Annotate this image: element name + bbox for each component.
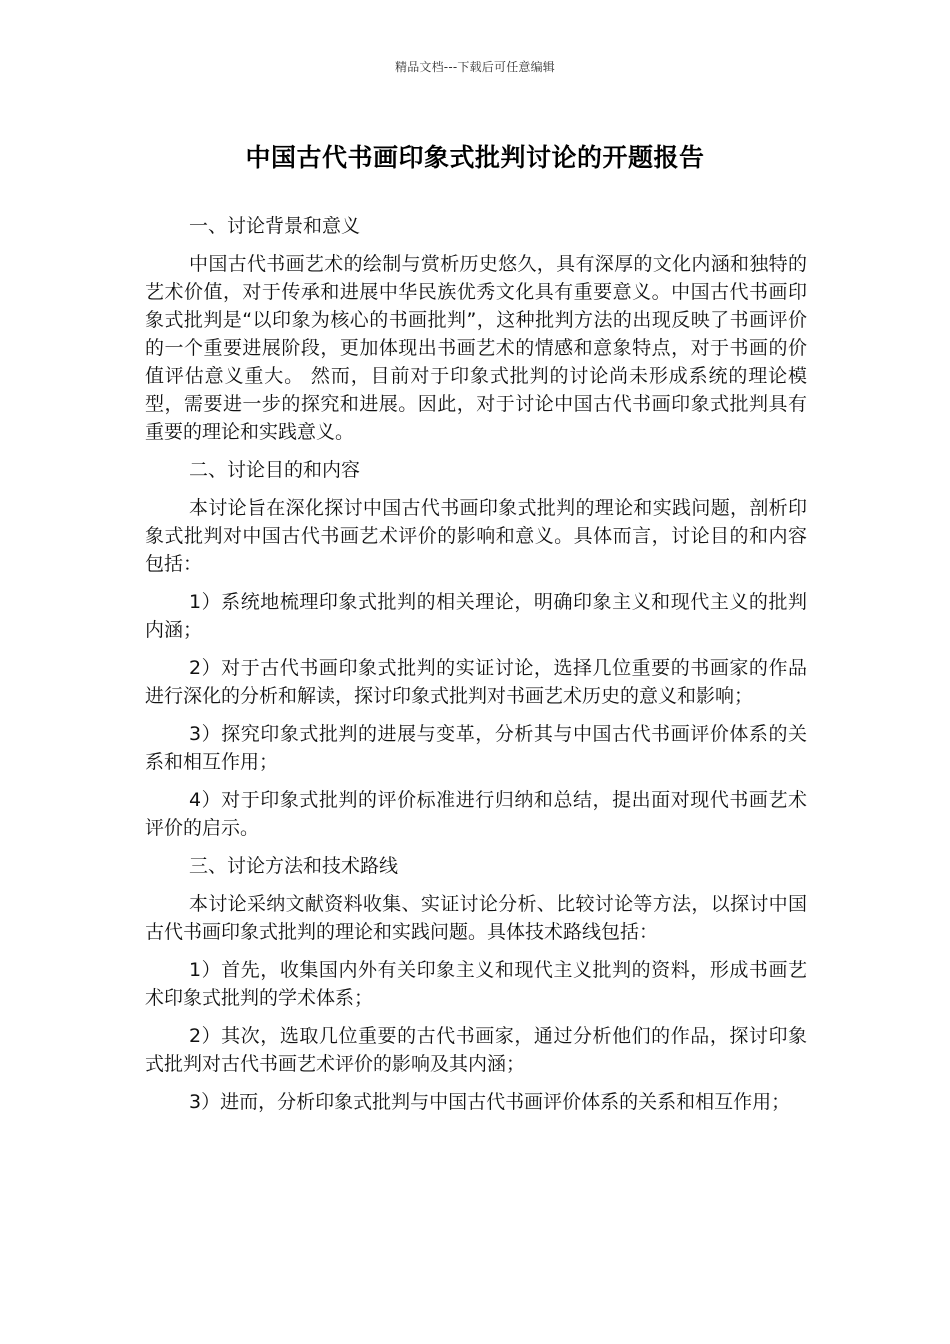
list-item: 2）其次，选取几位重要的古代书画家，通过分析他们的作品，探讨印象式批判对古代书画艺术评价的影响及其内涵； [145, 1025, 807, 1075]
document-title: 中国古代书画印象式批判讨论的开题报告 [245, 143, 705, 172]
document-body [145, 212, 807, 1116]
list-item: 3）进而，分析印象式批判与中国古代书画评价体系的关系和相互作用； [189, 1091, 791, 1113]
list-item: 1）系统地梳理印象式批判的相关理论，明确印象主义和现代主义的批判内涵； [145, 591, 807, 641]
paragraph: 中国古代书画艺术的绘制与赏析历史悠久，具有深厚的文化内涵和独特的艺术价值，对于传承和进展中华民族优秀文化具有重要意义。中国古代书画印象式批判是“以印象为核心的书画批判”，这种批判方法的出现反映了书画评价的一个重要进展阶段，更加体现出书画艺术的情感和意象特点，对于书画的价值评估意义重大。 然而，目前对于印象式批判的讨论尚未形成系统的理论模型，需要进一步的探究和进展。因此，对于讨论中国古代书画印象式批判具有重要的理论和实践意义。 [145, 253, 807, 443]
section-heading-background: 一、讨论背景和意义 [189, 215, 361, 237]
section-heading-purpose: 二、讨论目的和内容 [189, 459, 361, 481]
page-header-watermark: 精品文档---下载后可任意编辑 [395, 60, 555, 74]
paragraph: 本讨论旨在深化探讨中国古代书画印象式批判的理论和实践问题，剖析印象式批判对中国古代书画艺术评价的影响和意义。具体而言，讨论目的和内容包括： [145, 497, 807, 575]
section-heading-methods: 三、讨论方法和技术路线 [189, 855, 399, 877]
list-item: 4）对于印象式批判的评价标准进行归纳和总结，提出面对现代书画艺术评价的启示。 [145, 789, 807, 839]
list-item: 3）探究印象式批判的进展与变革，分析其与中国古代书画评价体系的关系和相互作用； [145, 723, 807, 773]
paragraph: 本讨论采纳文献资料收集、实证讨论分析、比较讨论等方法，以探讨中国古代书画印象式批判的理论和实践问题。具体技术路线包括： [145, 893, 807, 943]
list-item: 1）首先，收集国内外有关印象主义和现代主义批判的资料，形成书画艺术印象式批判的学术体系； [145, 959, 807, 1009]
list-item: 2）对于古代书画印象式批判的实证讨论，选择几位重要的书画家的作品进行深化的分析和解读，探讨印象式批判对书画艺术历史的意义和影响； [145, 657, 807, 707]
